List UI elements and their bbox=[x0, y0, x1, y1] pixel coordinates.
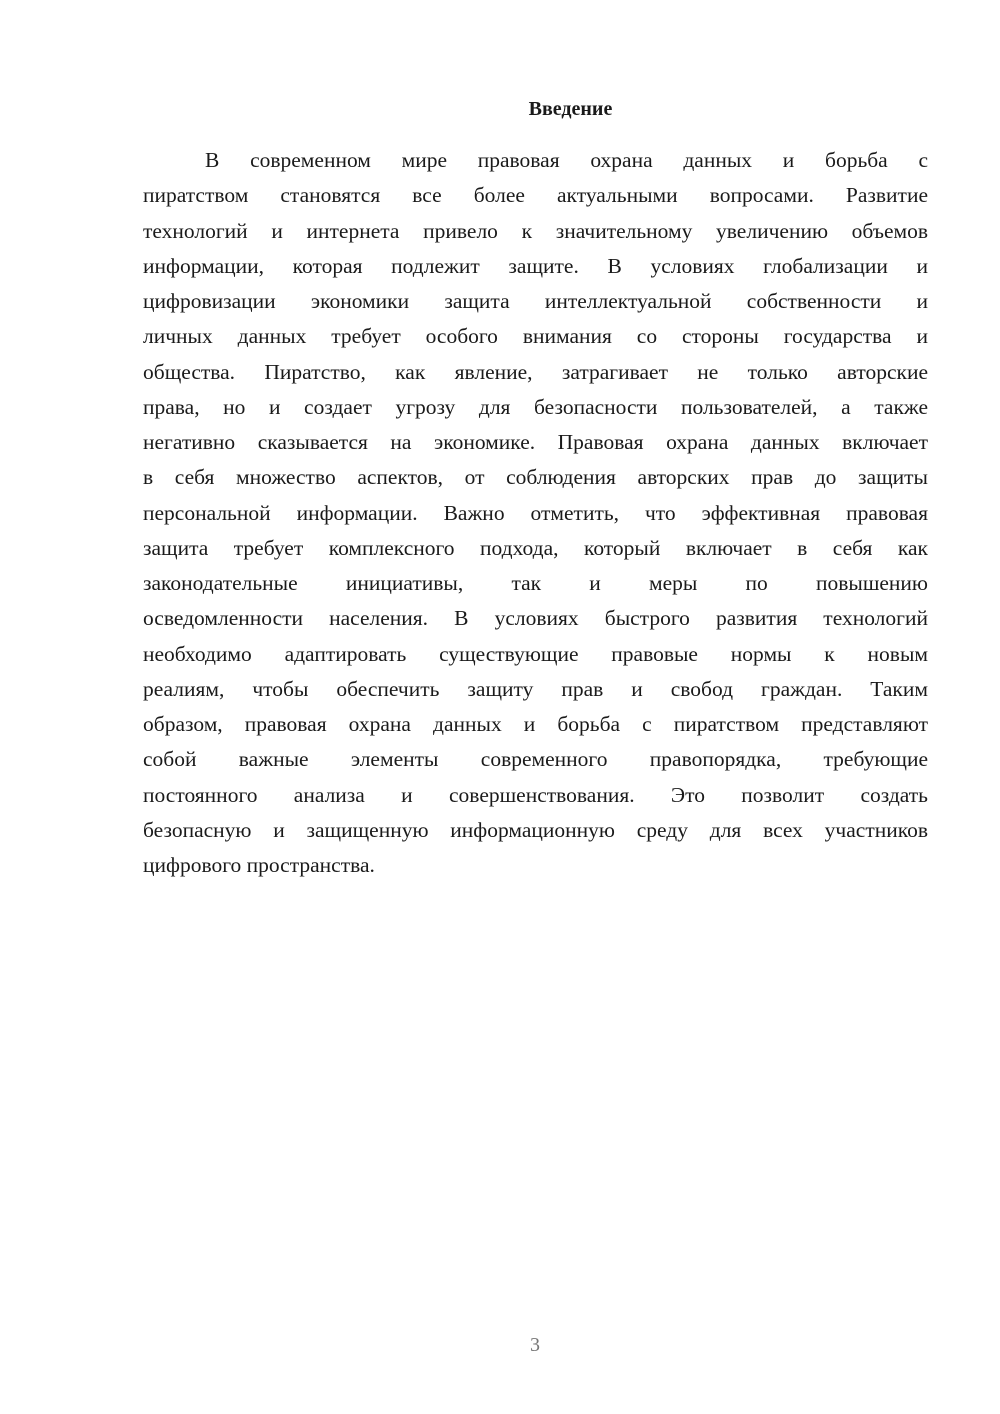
page-title: Введение bbox=[528, 98, 613, 120]
paragraph-line: реалиям, чтобы обеспечить защиту прав и свобод граждан. Таким bbox=[143, 676, 928, 701]
page-number: 3 bbox=[530, 1334, 540, 1356]
paragraph-line: В современном мире правовая охрана данных и борьба с bbox=[205, 148, 928, 172]
paragraph-line: законодательные инициативы, так и меры по повышению bbox=[143, 571, 928, 595]
intro-paragraph bbox=[143, 145, 928, 885]
paragraph-line: осведомленности населения. В условиях быстрого развития технологий bbox=[143, 606, 928, 631]
paragraph-line: образом, правовая охрана данных и борьба с пиратством представляют bbox=[143, 712, 928, 736]
paragraph-line: информации, которая подлежит защите. В условиях глобализации и bbox=[143, 253, 928, 278]
paragraph-line: в себя множество аспектов, от соблюдения авторских прав до защиты bbox=[143, 465, 928, 490]
paragraph-line: личных данных требует особого внимания со стороны государства и bbox=[143, 324, 928, 349]
paragraph-line: негативно сказывается на экономике. Правовая охрана данных включает bbox=[143, 430, 928, 454]
paragraph-line: собой важные элементы современного правопорядка, требующие bbox=[143, 747, 928, 772]
paragraph-line: необходимо адаптировать существующие правовые нормы к новым bbox=[143, 641, 928, 666]
paragraph-line: постоянного анализа и совершенствования. Это позволит создать bbox=[143, 782, 928, 807]
paragraph-line: защита требует комплексного подхода, который включает в себя как bbox=[143, 535, 928, 560]
paragraph-line: персональной информации. Важно отметить, что эффективная правовая bbox=[143, 500, 928, 525]
paragraph-line: цифровизации экономики защита интеллектуальной собственности и bbox=[143, 289, 928, 313]
paragraph-line: технологий и интернета привело к значительному увеличению объемов bbox=[143, 218, 928, 243]
paragraph-line: права, но и создает угрозу для безопасности пользователей, а также bbox=[143, 394, 928, 419]
paragraph-line: безопасную и защищенную информационную среду для всех участников bbox=[143, 817, 928, 842]
paragraph-line: пиратством становятся все более актуальными вопросами. Развитие bbox=[143, 183, 928, 208]
paragraph-line: цифрового пространства. bbox=[143, 853, 375, 877]
paragraph-line: общества. Пиратство, как явление, затрагивает не только авторские bbox=[143, 359, 928, 384]
